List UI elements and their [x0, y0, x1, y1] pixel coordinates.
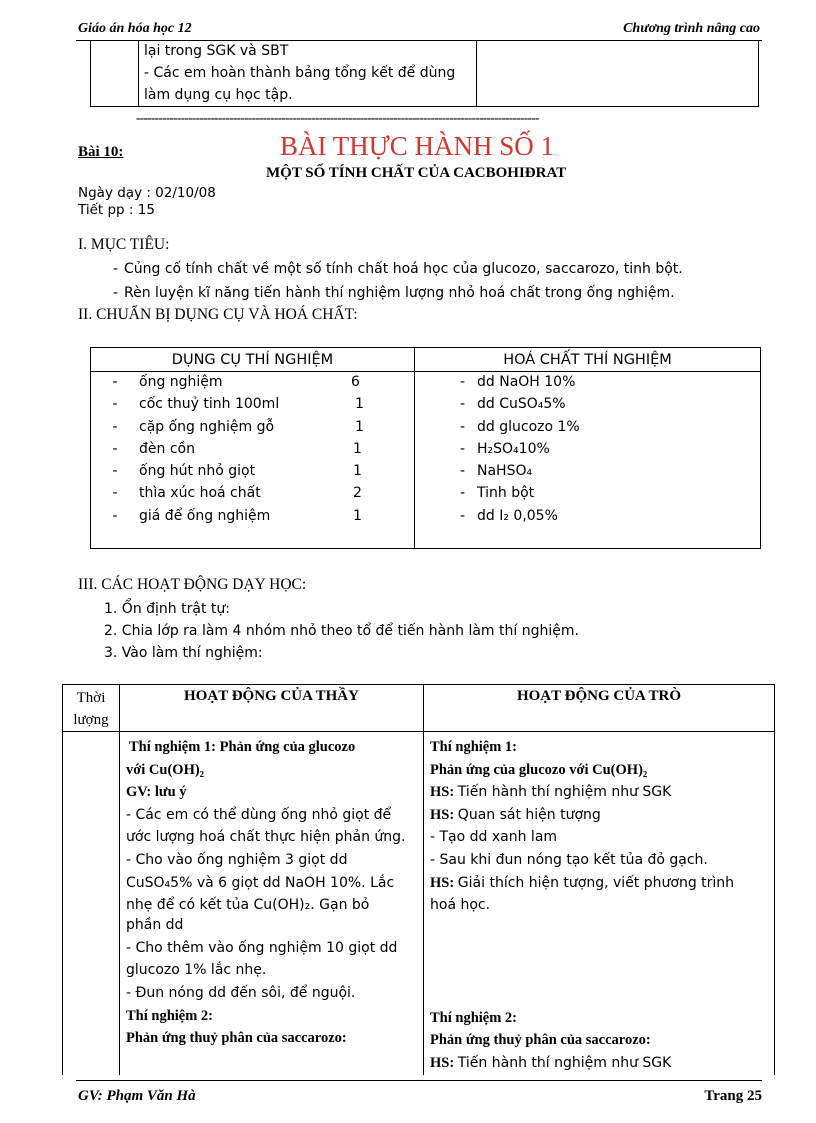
- chemical-row: - dd glucozo 1%: [459, 418, 580, 435]
- activity-step: 2. Chia lớp ra làm 4 nhóm nhỏ theo tổ để tiến hành làm thí nghiệm.: [104, 623, 579, 639]
- student-hs-line: HS: Giải thích hiện tượng, viết phương trình: [430, 874, 735, 891]
- teacher-line: nhẹ để có kết tủa Cu(OH)₂. Gạn bỏ: [126, 897, 370, 914]
- activity-step: 1. Ổn định trật tự:: [104, 601, 230, 617]
- tool-row: - cặp ống nghiệm gỗ 1: [112, 418, 364, 435]
- equipment-table: [90, 347, 761, 549]
- chemical-row: - NaHSO₄: [459, 463, 533, 480]
- teacher-line: glucozo 1% lắc nhẹ.: [126, 962, 267, 979]
- lesson-title: BÀI THỰC HÀNH SỐ 1: [280, 131, 554, 161]
- lesson-subtitle: MỘT SỐ TÍNH CHẤT CỦA CACBOHIĐRAT: [266, 165, 567, 181]
- top-table-line: làm dụng cụ học tập.: [144, 87, 293, 103]
- teacher-cell: [120, 732, 424, 1075]
- tool-row: - cốc thuỷ tinh 100ml 1: [112, 396, 364, 413]
- top-table-line: - Các em hoàn thành bảng tổng kết để dùng: [144, 65, 456, 81]
- footer-rule: [76, 1080, 762, 1081]
- lesson-date: Ngày dạy : 02/10/08: [78, 185, 216, 201]
- chemical-row: - Tinh bột: [459, 485, 535, 502]
- header-left: Giáo án hóa học 12: [78, 21, 192, 36]
- student-exp2-title-cont: Phản ứng thuỷ phân của saccarozo:: [430, 1032, 651, 1049]
- separator-line: ------------------------------------------------------------------------------------------------------------: [136, 110, 539, 125]
- tool-row: - ống hút nhỏ giọt 1: [112, 463, 362, 480]
- student-exp1-title-cont: Phản ứng của glucozo với Cu(OH)₂: [430, 761, 648, 778]
- teacher-exp1-title-cont: với Cu(OH)₂: [126, 761, 205, 778]
- teacher-exp2-title: Thí nghiệm 2:: [126, 1007, 214, 1024]
- chemical-row: - dd NaOH 10%: [459, 374, 576, 390]
- teacher-line: - Các em có thể dùng ống nhỏ giọt để: [126, 806, 392, 823]
- student-observation: - Tạo dd xanh lam: [430, 829, 558, 846]
- col-teacher-header: HOẠT ĐỘNG CỦA THẦY: [120, 685, 424, 732]
- student-cell: [424, 732, 775, 1075]
- tools-cell: [91, 372, 415, 549]
- objective-item: - Củng cố tính chất về một số tính chất hoá học của glucozo, saccarozo, tinh bột.: [112, 261, 683, 277]
- lesson-label: Bài 10:: [78, 144, 124, 160]
- footer-right: [704, 1088, 762, 1105]
- teacher-line: ước lượng hoá chất thực hiện phản ứng.: [126, 829, 406, 846]
- student-exp2-title: Thí nghiệm 2:: [430, 1009, 518, 1026]
- chemicals-header: HOÁ CHẤT THÍ NGHIỆM: [415, 348, 761, 372]
- lesson-period: Tiết pp : 15: [78, 202, 155, 218]
- footer-left: GV: Phạm Văn Hà: [78, 1088, 196, 1104]
- col-student-header: HOẠT ĐỘNG CỦA TRÒ: [424, 685, 775, 732]
- student-observation: - Sau khi đun nóng tạo kết tủa đỏ gạch.: [430, 851, 708, 868]
- top-table: [90, 40, 759, 107]
- student-hs-line: HS: Tiến hành thí nghiệm như SGK: [430, 1054, 672, 1071]
- teacher-gv-note: GV: lưu ý: [126, 784, 187, 801]
- section1-heading: I. MỤC TIÊU:: [78, 236, 170, 253]
- objective-item: - Rèn luyện kĩ năng tiến hành thí nghiệm lượng nhỏ hoá chất trong ống nghiệm.: [112, 285, 675, 301]
- chemicals-cell: [415, 372, 761, 549]
- teacher-line: phần dd: [126, 916, 184, 933]
- top-table-col2: [139, 40, 477, 107]
- teacher-exp2-title-cont: Phản ứng thuỷ phân của saccarozo:: [126, 1030, 347, 1047]
- tools-header: DỤNG CỤ THÍ NGHIỆM: [91, 348, 415, 372]
- chemical-row: - dd I₂ 0,05%: [459, 507, 558, 524]
- student-hs-line: HS: Tiến hành thí nghiệm như SGK: [430, 784, 672, 801]
- tool-row: - ống nghiệm 6: [112, 374, 360, 390]
- tool-row: - đèn cồn 1: [112, 440, 362, 457]
- col-time-header: Thời lượng: [63, 685, 120, 732]
- student-spacer: [430, 917, 770, 1007]
- tool-row: - thìa xúc hoá chất 2: [112, 485, 362, 502]
- teacher-line: - Cho vào ống nghiệm 3 giọt dd: [126, 851, 348, 868]
- student-hs-line: HS: Quan sát hiện tượng: [430, 806, 601, 823]
- section2-heading: II. CHUẨN BỊ DỤNG CỤ VÀ HOÁ CHẤT:: [78, 306, 358, 323]
- activity-step: 3. Vào làm thí nghiệm:: [104, 645, 263, 661]
- time-cell: [63, 732, 120, 1075]
- teacher-exp1-title: Thí nghiệm 1: Phản ứng của glucozo: [129, 739, 356, 755]
- student-exp1-title: Thí nghiệm 1:: [430, 739, 518, 755]
- section3-heading: III. CÁC HOẠT ĐỘNG DẠY HỌC:: [78, 576, 307, 593]
- teacher-line: - Cho thêm vào ống nghiệm 10 giọt dd: [126, 939, 398, 956]
- chemical-row: - H₂SO₄10%: [459, 440, 550, 457]
- top-table-col3: [477, 40, 759, 107]
- footer-page: Trang 25: [704, 1088, 762, 1104]
- teacher-line: CuSO₄5% và 6 giọt dd NaOH 10%. Lắc: [126, 874, 395, 891]
- teacher-line: - Đun nóng dd đến sôi, để nguội.: [126, 984, 356, 1001]
- student-hs-line-cont: hoá học.: [430, 897, 491, 914]
- top-table-line: lại trong SGK và SBT: [144, 43, 289, 59]
- tool-row: - giá để ống nghiệm 1: [112, 507, 362, 524]
- top-table-col1: [91, 40, 139, 107]
- chemical-row: - dd CuSO₄5%: [459, 396, 566, 413]
- activity-table: [62, 684, 775, 1075]
- header-right: Chương trình nâng cao: [623, 21, 760, 36]
